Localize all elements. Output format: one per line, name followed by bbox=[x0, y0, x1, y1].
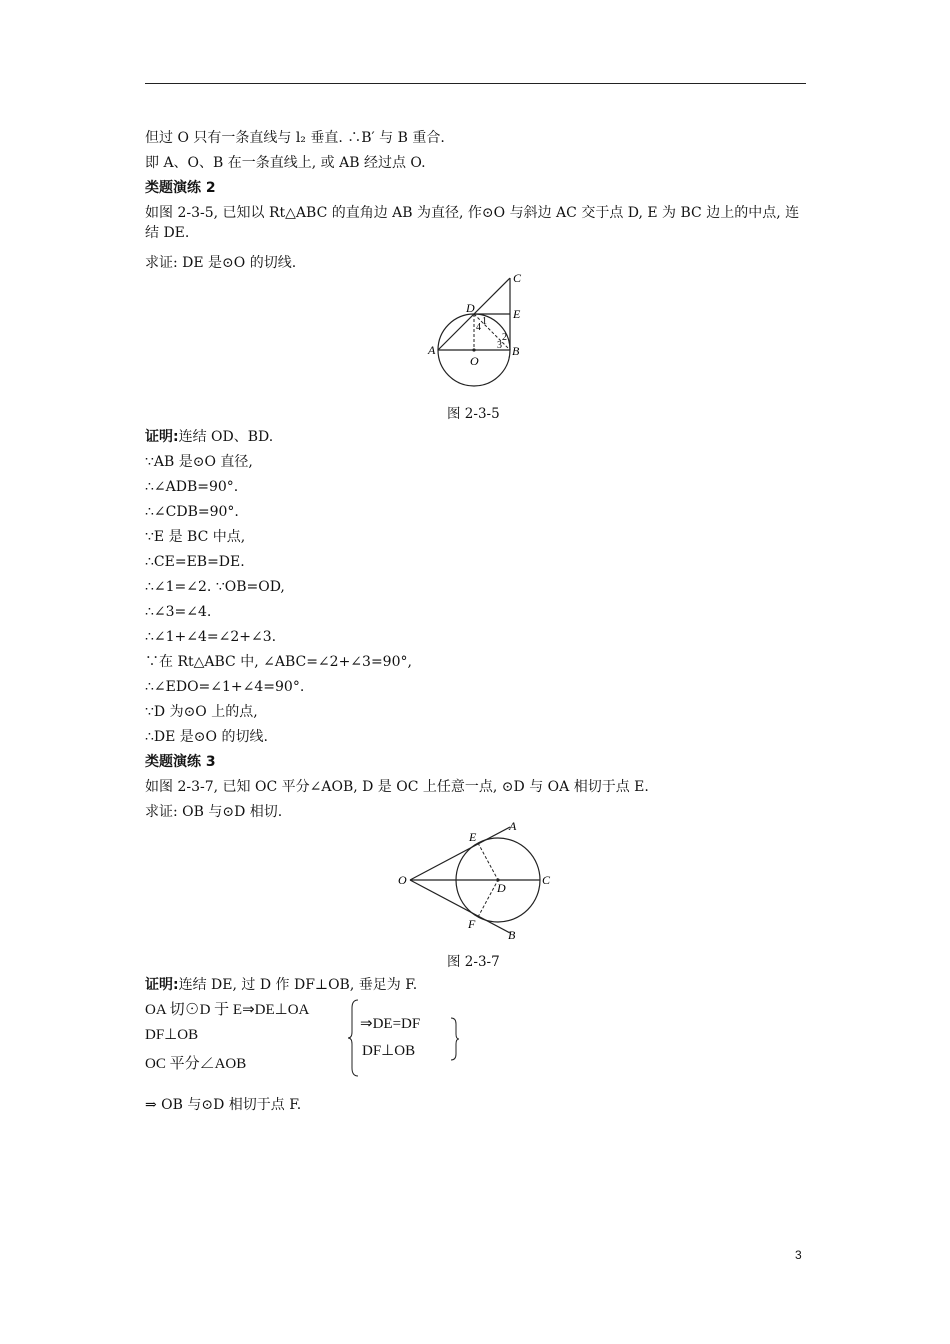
angle-label-3: 3 bbox=[497, 340, 502, 351]
proof-line: ∴∠ADB=90°. bbox=[145, 479, 239, 495]
label-B: B bbox=[508, 928, 516, 942]
section-heading: 类题演练 3 bbox=[145, 754, 216, 770]
label-O: O bbox=[470, 354, 479, 368]
text-line: 但过 O 只有一条直线与 l₂ 垂直. ∴B′ 与 B 重合. bbox=[145, 130, 445, 146]
right-brace bbox=[450, 1016, 460, 1062]
label-E: E bbox=[469, 830, 477, 844]
proof-line: ∴∠1+∠4=∠2+∠3. bbox=[145, 629, 277, 645]
proof-line: ∴∠3=∠4. bbox=[145, 604, 212, 620]
proof-text: 连结 DE, 过 D 作 DF⊥OB, 垂足为 F. bbox=[178, 977, 418, 993]
math-premise: DF⊥OB bbox=[145, 1027, 199, 1043]
proof-line: ∴∠CDB=90°. bbox=[145, 504, 239, 520]
math-conclusion: DF⊥OB bbox=[362, 1043, 416, 1059]
label-D: D bbox=[497, 881, 506, 895]
proof-line: ∵在 Rt△ABC 中, ∠ABC=∠2+∠3=90°, bbox=[145, 654, 412, 670]
prove-statement: 求证: OB 与⊙D 相切. bbox=[145, 804, 283, 820]
proof-line bbox=[145, 427, 273, 447]
math-premise: OC 平分∠AOB bbox=[145, 1056, 247, 1072]
figure-caption: 图 2-3-7 bbox=[447, 954, 500, 970]
figure-2-3-5 bbox=[420, 268, 535, 388]
prove-statement: 求证: DE 是⊙O 的切线. bbox=[145, 255, 297, 271]
proof-line: ∵AB 是⊙O 直径, bbox=[145, 454, 253, 470]
page-number: 3 bbox=[795, 1248, 802, 1262]
label-O: O bbox=[398, 873, 407, 887]
text-line: 即 A、O、B 在一条直线上, 或 AB 经过点 O. bbox=[145, 155, 426, 171]
proof-label: 证明: bbox=[145, 977, 179, 993]
math-conclusion: ⇒DE=DF bbox=[360, 1016, 421, 1032]
proof-line: ∴DE 是⊙O 的切线. bbox=[145, 729, 268, 745]
angle-label-4: 4 bbox=[476, 322, 481, 333]
problem-statement: 如图 2-3-7, 已知 OC 平分∠AOB, D 是 OC 上任意一点, ⊙D 与 OA 相切于点 E. bbox=[145, 779, 649, 795]
left-brace bbox=[348, 998, 360, 1078]
section-heading: 类题演练 2 bbox=[145, 180, 216, 196]
label-E: E bbox=[513, 307, 521, 321]
label-B: B bbox=[512, 344, 520, 358]
proof-text: 连结 OD、BD. bbox=[178, 429, 274, 445]
proof-line: ∴CE=EB=DE. bbox=[145, 554, 245, 570]
proof-line: ∴∠1=∠2. ∵OB=OD, bbox=[145, 579, 285, 595]
header-rule bbox=[145, 83, 806, 84]
label-F: F bbox=[468, 917, 476, 931]
final-conclusion: ⇒ OB 与⊙D 相切于点 F. bbox=[145, 1097, 302, 1113]
proof-line: ∴∠EDO=∠1+∠4=90°. bbox=[145, 679, 305, 695]
proof-line: ∵E 是 BC 中点, bbox=[145, 529, 246, 545]
math-premise: OA 切⊙D 于 E⇒DE⊥OA bbox=[145, 1002, 310, 1018]
angle-label-1: 1 bbox=[482, 316, 487, 327]
label-C: C bbox=[542, 873, 551, 887]
label-A: A bbox=[509, 819, 517, 833]
proof-line bbox=[145, 975, 417, 995]
figure-2-3-7 bbox=[392, 818, 557, 943]
problem-statement: 如图 2-3-5, 已知以 Rt△ABC 的直角边 AB 为直径, 作⊙O 与斜边 AC 交于点 D, E 为 BC 边上的中点, 连结 DE. bbox=[145, 205, 800, 241]
label-A: A bbox=[428, 343, 436, 357]
angle-label-2: 2 bbox=[502, 332, 507, 343]
proof-line: ∵D 为⊙O 上的点, bbox=[145, 704, 258, 720]
figure-caption: 图 2-3-5 bbox=[447, 406, 500, 422]
proof-label: 证明: bbox=[145, 429, 179, 445]
label-C: C bbox=[513, 271, 522, 285]
label-D: D bbox=[466, 301, 475, 315]
